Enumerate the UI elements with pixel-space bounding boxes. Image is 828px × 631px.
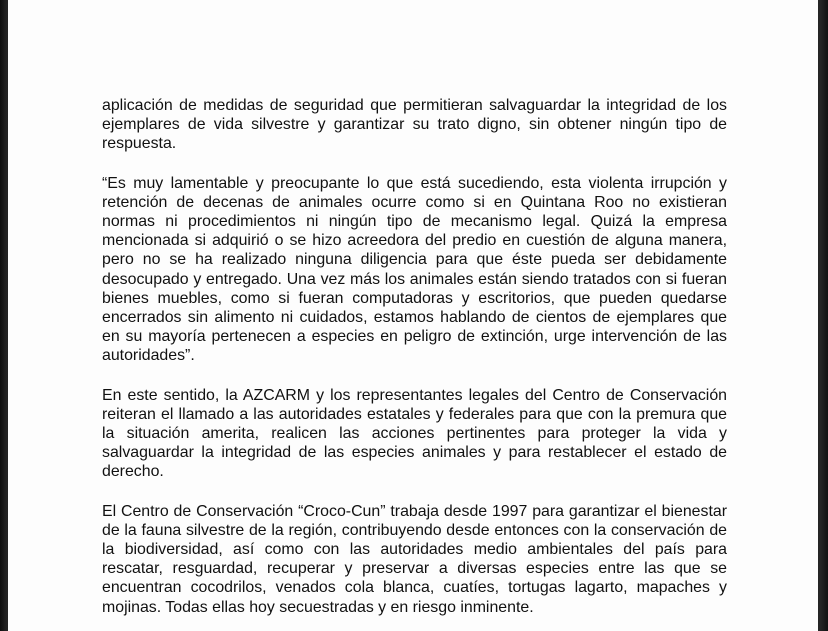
document-body	[102, 96, 727, 617]
photo-frame-right-edge	[818, 0, 828, 631]
paragraph-quote: “Es muy lamentable y preocupante lo que está sucediendo, esta violenta irrupción y retención de decenas de animales ocurre como si en Quintana Roo no existieran normas ni procedimientos ni ningún tipo de mecanismo legal. Quizá la empresa mencionada si adquirió o se hizo acreedora del predio en cuestión de alguna manera, pero no se ha realizado ninguna diligencia para que éste pueda ser debidamente desocupado y entregado. Una vez más los animales están siendo tratados con si fueran bienes muebles, como si fueran computadoras y escritorios, que pueden quedarse encerrados sin alimento ni cuidados, estamos hablando de cientos de ejemplares que en su mayoría pertenecen a especies en peligro de extinción, urge intervención de las autoridades”.	[102, 174, 727, 365]
photo-frame-left-edge	[0, 0, 8, 631]
paragraph-croco-cun: El Centro de Conservación “Croco-Cun” trabaja desde 1997 para garantizar el bienestar de la fauna silvestre de la región, contribuyendo desde entonces con la conservación de la biodiversidad, así como con las autoridades medio ambientales del país para rescatar, resguardad, recuperar y preservar a diversas especies entre las que se encuentran cocodrilos, venados cola blanca, cuatíes, tortugas lagarto, mapaches y mojinas. Todas ellas hoy secuestradas y en riesgo inminente.	[102, 502, 727, 616]
document-page	[8, 0, 818, 631]
paragraph-security-measures: aplicación de medidas de seguridad que permitieran salvaguardar la integridad de los ejemplares de vida silvestre y garantizar su trato digno, sin obtener ningún tipo de respuesta.	[102, 97, 727, 153]
paragraph-azcarm-call: En este sentido, la AZCARM y los representantes legales del Centro de Conservación reiteran el llamado a las autoridades estatales y federales para que con la premura que la situación amerita, realicen las acciones pertinentes para proteger la vida y salvaguardar la integridad de las especies animales y para restablecer el estado de derecho.	[102, 386, 727, 481]
